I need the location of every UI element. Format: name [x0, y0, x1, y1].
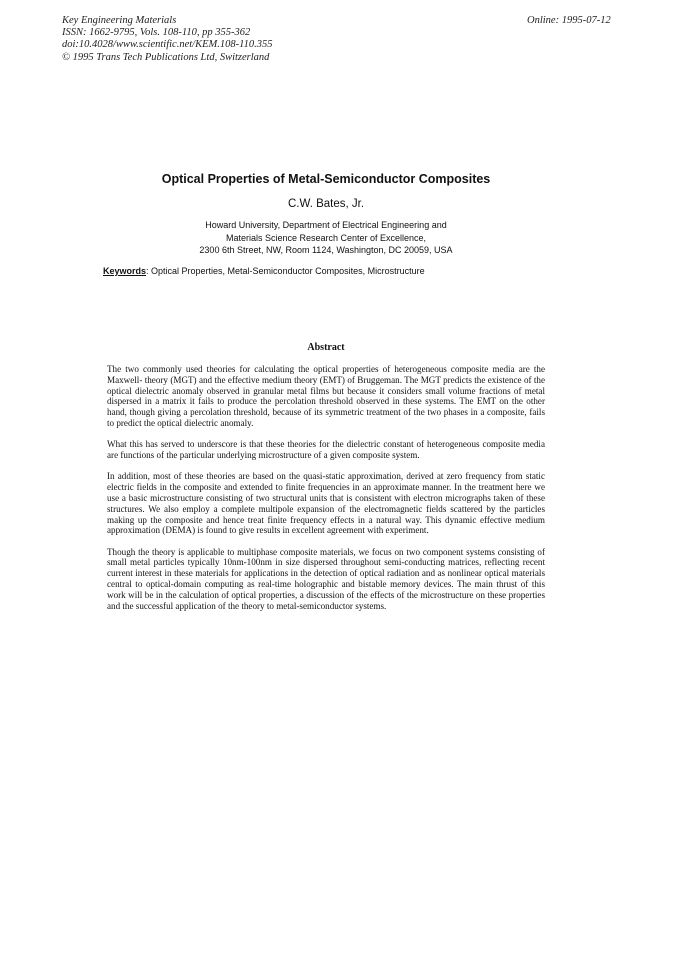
affiliation-line: Howard University, Department of Electrical Engineering and: [205, 220, 447, 230]
journal-name: Key Engineering Materials: [62, 15, 177, 26]
keywords: [103, 266, 425, 276]
paper-title: Optical Properties of Metal-Semiconductor Composites: [161, 172, 491, 186]
abstract-heading: Abstract: [307, 342, 345, 353]
abstract-paragraph: Though the theory is applicable to multiphase composite materials, we focus on two component systems consisting of small metal particles typically 10nm-100nm in size dispersed throughout semi-conducting matrices, reflecting recent current interest in these materials for applications in the detection of optical radiation and as nonlinear optical materials central to optical-domain computing as real-time holographic and bistable memory devices. The main thrust of this work will be in the calculation of optical properties, a discussion of the effects of the microstructure on these properties and the successful application of the theory to metal-semiconductor systems.: [107, 546, 545, 611]
abstract-paragraph: In addition, most of these theories are based on the quasi-static approximation, derived at zero frequency from static electric fields in the composite and extended to finite frequencies in an approximate manner. In the treatment here we use a basic microstructure consisting of two structural units that is consistent with electron micrographs taken of these structures. We also employ a complete multipole expansion of the electromagnetic fields scattered by the particles making up the composite and hence treat finite frequency effects in a natural way. This dynamic effective medium approximation (DEMA) is found to give results in excellent agreement with experiment.: [107, 471, 545, 536]
keywords-label: Keywords: [103, 266, 147, 276]
affiliation-line: Materials Science Research Center of Excellence,: [225, 232, 427, 243]
doi-line: doi:10.4028/www.scientific.net/KEM.108-110.355: [62, 39, 273, 51]
issn-line: ISSN: 1662-9795, Vols. 108-110, pp 355-362: [62, 27, 251, 39]
journal-info: [62, 15, 272, 64]
copyright-line: © 1995 Trans Tech Publications Ltd, Switzerland: [62, 51, 270, 63]
keywords-text: : Optical Properties, Metal-Semiconductor Composites, Microstructure: [146, 266, 425, 276]
abstract-paragraph: The two commonly used theories for calculating the optical properties of heterogeneous composite media are the Maxwell- theory (MGT) and the effective medium theory (EMT) of Bruggeman. The MGT predicts the existence of the optical dielectric anomaly observed in granular metal films but because it considers small volume fractions of metal dispersed in a matrix it fails to produce the percolation threshold observed in these systems. The EMT on the other hand, though giving a percolation threshold, because of its symmetric treatment of the two phases in a composite, fails to predict the optical dielectric anomaly.: [107, 364, 545, 428]
paper-author: C.W. Bates, Jr.: [287, 198, 365, 210]
online-date: Online: 1995-07-12: [527, 15, 611, 26]
affiliation-line: 2300 6th Street, NW, Room 1124, Washington, DC 20059, USA: [199, 245, 453, 255]
abstract-body: [107, 364, 545, 622]
affiliation: [0, 219, 652, 257]
abstract-paragraph: What this has served to underscore is that these theories for the dielectric constant of heterogeneous composite media are functions of the particular underlying microstructure of a given composite system.: [107, 439, 545, 461]
